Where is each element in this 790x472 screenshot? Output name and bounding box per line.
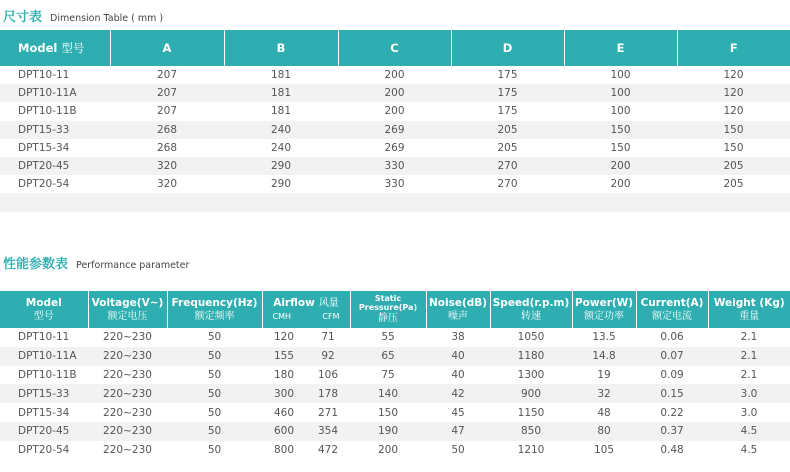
value-cell: 45 <box>426 403 490 422</box>
value-cell: 150 <box>564 139 677 157</box>
value-cell: 1180 <box>490 347 572 366</box>
value-cell: 268 <box>110 139 224 157</box>
value-cell: 55 <box>350 328 426 347</box>
perf-header-frequency: Frequency(Hz) 额定频率 <box>167 291 262 328</box>
value-cell: 190 <box>350 422 426 441</box>
performance-title-cn: 性能参数表 <box>3 257 69 272</box>
table-row <box>0 121 790 139</box>
value-cell: 175 <box>451 102 564 120</box>
perf-header-weight: Weight (Kg) 重量 <box>708 291 790 328</box>
dim-header-f: F <box>677 30 790 66</box>
value-cell: 200 <box>564 157 677 175</box>
value-cell: 150 <box>350 403 426 422</box>
value-cell: 120 <box>262 328 306 347</box>
value-cell: 3.0 <box>708 384 790 403</box>
value-cell: 220~230 <box>88 422 167 441</box>
value-cell: 320 <box>110 175 224 193</box>
value-cell: 205 <box>677 175 790 193</box>
table-row <box>0 84 790 102</box>
value-cell: 65 <box>350 347 426 366</box>
value-cell: 75 <box>350 366 426 385</box>
value-cell: 0.06 <box>636 328 708 347</box>
value-cell: 150 <box>564 121 677 139</box>
value-cell: 271 <box>306 403 350 422</box>
value-cell: 850 <box>490 422 572 441</box>
value-cell: 330 <box>338 157 451 175</box>
value-cell: 269 <box>338 139 451 157</box>
value-cell: 47 <box>426 422 490 441</box>
value-cell: 200 <box>350 441 426 460</box>
model-cell: DPT10-11B <box>0 102 110 120</box>
value-cell: 40 <box>426 347 490 366</box>
model-cell: DPT10-11A <box>0 84 110 102</box>
dim-header-model: Model 型号 <box>0 30 110 66</box>
value-cell: 472 <box>306 441 350 460</box>
value-cell: 50 <box>167 441 262 460</box>
value-cell: 2.1 <box>708 328 790 347</box>
value-cell: 320 <box>110 157 224 175</box>
value-cell: 240 <box>224 121 338 139</box>
value-cell: 207 <box>110 66 224 84</box>
dim-header-b: B <box>224 30 338 66</box>
value-cell: 3.0 <box>708 403 790 422</box>
perf-header-power: Power(W) 额定功率 <box>572 291 636 328</box>
value-cell: 13.5 <box>572 328 636 347</box>
value-cell: 175 <box>451 66 564 84</box>
value-cell: 290 <box>224 157 338 175</box>
value-cell: 19 <box>572 366 636 385</box>
value-cell: 100 <box>564 84 677 102</box>
value-cell: 50 <box>167 384 262 403</box>
dimension-section-title <box>3 6 163 25</box>
table-row <box>0 102 790 120</box>
airflow-unit-cfm: CFM <box>322 311 340 321</box>
performance-title-en: Performance parameter <box>76 260 190 271</box>
value-cell: 2.1 <box>708 366 790 385</box>
value-cell: 92 <box>306 347 350 366</box>
value-cell: 200 <box>338 102 451 120</box>
value-cell: 120 <box>677 84 790 102</box>
value-cell: 269 <box>338 121 451 139</box>
value-cell: 205 <box>451 139 564 157</box>
value-cell: 120 <box>677 102 790 120</box>
value-cell: 0.07 <box>636 347 708 366</box>
value-cell: 71 <box>306 328 350 347</box>
value-cell: 200 <box>564 175 677 193</box>
value-cell: 330 <box>338 175 451 193</box>
value-cell: 50 <box>167 422 262 441</box>
model-cell: DPT15-33 <box>0 384 88 403</box>
value-cell: 460 <box>262 403 306 422</box>
value-cell: 32 <box>572 384 636 403</box>
value-cell: 50 <box>167 328 262 347</box>
value-cell: 0.48 <box>636 441 708 460</box>
perf-header-noise: Noise(dB) 噪声 <box>426 291 490 328</box>
value-cell: 200 <box>338 84 451 102</box>
value-cell: 220~230 <box>88 366 167 385</box>
value-cell: 600 <box>262 422 306 441</box>
table-row <box>0 347 790 366</box>
value-cell: 1210 <box>490 441 572 460</box>
model-cell: DPT10-11 <box>0 66 110 84</box>
value-cell: 106 <box>306 366 350 385</box>
dimension-header-row <box>0 30 790 66</box>
table-row <box>0 441 790 460</box>
value-cell: 80 <box>572 422 636 441</box>
value-cell: 178 <box>306 384 350 403</box>
table-row <box>0 328 790 347</box>
model-cell: DPT15-34 <box>0 403 88 422</box>
value-cell: 150 <box>677 139 790 157</box>
value-cell: 900 <box>490 384 572 403</box>
value-cell: 200 <box>338 66 451 84</box>
dim-header-a: A <box>110 30 224 66</box>
value-cell: 42 <box>426 384 490 403</box>
model-cell: DPT10-11 <box>0 328 88 347</box>
value-cell: 4.5 <box>708 422 790 441</box>
value-cell: 50 <box>426 441 490 460</box>
table-row <box>0 175 790 193</box>
value-cell: 220~230 <box>88 328 167 347</box>
value-cell: 205 <box>451 121 564 139</box>
value-cell: 38 <box>426 328 490 347</box>
dim-header-c: C <box>338 30 451 66</box>
value-cell: 0.22 <box>636 403 708 422</box>
value-cell: 220~230 <box>88 441 167 460</box>
value-cell: 800 <box>262 441 306 460</box>
value-cell: 220~230 <box>88 347 167 366</box>
perf-header-speed: Speed(r.p.m) 转速 <box>490 291 572 328</box>
value-cell: 270 <box>451 175 564 193</box>
dimension-table <box>0 30 790 212</box>
value-cell: 50 <box>167 347 262 366</box>
value-cell: 0.37 <box>636 422 708 441</box>
value-cell: 220~230 <box>88 384 167 403</box>
value-cell: 270 <box>451 157 564 175</box>
perf-header-voltage: Voltage(V~) 额定电压 <box>88 291 167 328</box>
value-cell: 140 <box>350 384 426 403</box>
value-cell: 1050 <box>490 328 572 347</box>
value-cell: 0.15 <box>636 384 708 403</box>
model-cell: DPT10-11B <box>0 366 88 385</box>
value-cell: 50 <box>167 366 262 385</box>
value-cell: 205 <box>677 157 790 175</box>
perf-header-static-pressure: Static Pressure(Pa) 静压 <box>350 291 426 328</box>
performance-section-title <box>3 253 189 272</box>
model-cell: DPT20-54 <box>0 441 88 460</box>
value-cell: 220~230 <box>88 403 167 422</box>
value-cell: 207 <box>110 102 224 120</box>
value-cell: 180 <box>262 366 306 385</box>
value-cell: 1150 <box>490 403 572 422</box>
dimension-title-cn: 尺寸表 <box>3 10 43 25</box>
dim-header-d: D <box>451 30 564 66</box>
value-cell: 4.5 <box>708 441 790 460</box>
table-row <box>0 157 790 175</box>
value-cell: 155 <box>262 347 306 366</box>
value-cell: 354 <box>306 422 350 441</box>
spacer-cell <box>0 193 790 211</box>
value-cell: 40 <box>426 366 490 385</box>
model-cell: DPT15-33 <box>0 121 110 139</box>
value-cell: 181 <box>224 102 338 120</box>
value-cell: 300 <box>262 384 306 403</box>
performance-table <box>0 291 790 460</box>
table-spacer-row <box>0 193 790 211</box>
dim-header-e: E <box>564 30 677 66</box>
perf-header-model: Model 型号 <box>0 291 88 328</box>
model-cell: DPT20-45 <box>0 422 88 441</box>
value-cell: 105 <box>572 441 636 460</box>
table-row <box>0 384 790 403</box>
table-row <box>0 403 790 422</box>
table-row <box>0 422 790 441</box>
value-cell: 240 <box>224 139 338 157</box>
value-cell: 48 <box>572 403 636 422</box>
model-cell: DPT10-11A <box>0 347 88 366</box>
value-cell: 0.09 <box>636 366 708 385</box>
value-cell: 120 <box>677 66 790 84</box>
value-cell: 181 <box>224 84 338 102</box>
model-cell: DPT20-45 <box>0 157 110 175</box>
value-cell: 181 <box>224 66 338 84</box>
value-cell: 50 <box>167 403 262 422</box>
value-cell: 175 <box>451 84 564 102</box>
perf-header-current: Current(A) 额定电流 <box>636 291 708 328</box>
model-cell: DPT15-34 <box>0 139 110 157</box>
airflow-unit-cmh: CMH <box>272 311 292 321</box>
table-row <box>0 139 790 157</box>
value-cell: 150 <box>677 121 790 139</box>
value-cell: 207 <box>110 84 224 102</box>
value-cell: 100 <box>564 102 677 120</box>
value-cell: 290 <box>224 175 338 193</box>
model-cell: DPT20-54 <box>0 175 110 193</box>
value-cell: 14.8 <box>572 347 636 366</box>
value-cell: 100 <box>564 66 677 84</box>
table-row <box>0 66 790 84</box>
dimension-title-en: Dimension Table ( mm ) <box>50 13 164 24</box>
table-row <box>0 366 790 385</box>
performance-header-row <box>0 291 790 328</box>
value-cell: 1300 <box>490 366 572 385</box>
value-cell: 2.1 <box>708 347 790 366</box>
perf-header-airflow: Airflow 风量 CMH CFM <box>262 291 350 328</box>
value-cell: 268 <box>110 121 224 139</box>
